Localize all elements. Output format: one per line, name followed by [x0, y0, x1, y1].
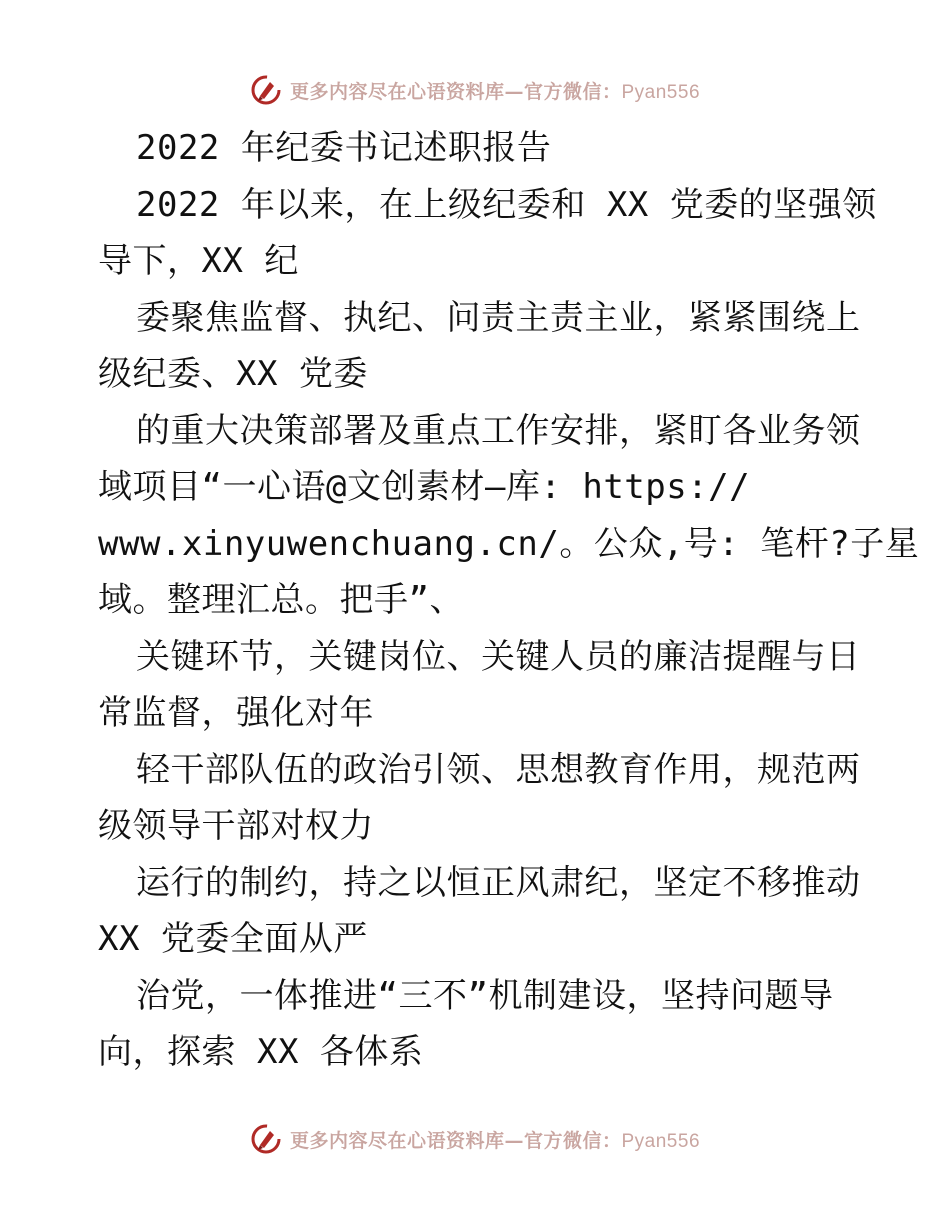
- text-line: 常监督，强化对年: [98, 693, 374, 733]
- text-line: 委聚焦监督、执纪、问责主责主业，紧紧围绕上: [136, 297, 861, 338]
- text-line: www.xinyuwenchuang.cn/。公众,号: 笔杆?子星: [98, 523, 920, 564]
- text-line: 向，探索 XX 各体系: [98, 1032, 424, 1072]
- footer-watermark: [0, 1119, 950, 1159]
- text-line: 治党，一体推进“三不”机制建设，坚持问题导: [136, 975, 834, 1016]
- text-line: 级纪委、XX 党委: [98, 354, 368, 394]
- text-line: XX 党委全面从严: [98, 919, 368, 959]
- pen-nib-logo-icon: [250, 1123, 282, 1155]
- watermark-text: 更多内容尽在心语资料库—官方微信：Pyan556: [289, 80, 701, 103]
- document-body: [98, 120, 920, 1081]
- text-line: 2022 年以来，在上级纪委和 XX 党委的坚强领: [136, 184, 877, 225]
- text-line: 运行的制约，持之以恒正风肃纪，坚定不移推动: [136, 862, 861, 903]
- text-line: 域项目“一心语@文创素材—库: https://: [98, 467, 751, 507]
- text-line: 关键环节，关键岗位、关键人员的廉洁提醒与日: [136, 636, 861, 677]
- text-line: 导下，XX 纪: [98, 241, 299, 281]
- text-line: 域。整理汇总。把手”、: [98, 580, 464, 620]
- text-line: 轻干部队伍的政治引领、思想教育作用，规范两: [136, 749, 861, 790]
- header-watermark: [0, 70, 950, 110]
- text-line: 级领导干部对权力: [98, 806, 374, 846]
- text-line: 2022 年纪委书记述职报告: [136, 128, 552, 168]
- pen-nib-logo-icon: [250, 74, 282, 106]
- text-line: 的重大决策部署及重点工作安排，紧盯各业务领: [136, 410, 861, 451]
- watermark-text: 更多内容尽在心语资料库—官方微信：Pyan556: [289, 1129, 701, 1152]
